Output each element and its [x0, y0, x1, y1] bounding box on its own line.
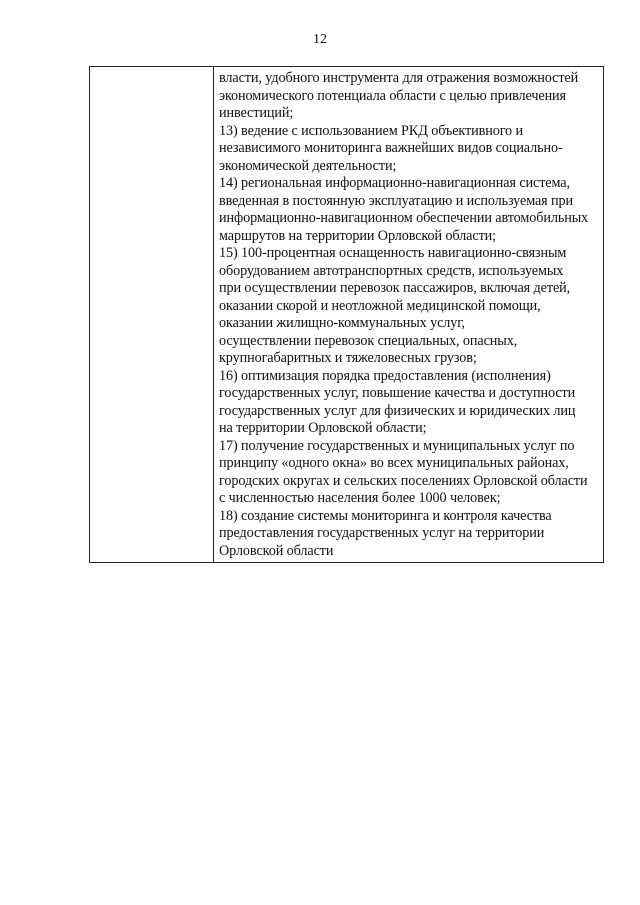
table-right-cell — [214, 67, 603, 562]
text-line: с численностью населения более 1000 человек; — [219, 490, 501, 506]
text-line: введенная в постоянную эксплуатацию и используемая при — [219, 192, 574, 209]
page-number: 12 — [313, 32, 327, 47]
text-line: городских округах и сельских поселениях Орловской области — [219, 472, 588, 489]
text-line: оказании скорой и неотложной медицинской помощи, — [219, 297, 541, 314]
text-line: оказании жилищно-коммунальных услуг, — [219, 315, 465, 331]
table-left-cell — [90, 67, 214, 562]
text-line: маршрутов на территории Орловской области; — [219, 227, 497, 244]
text-line: государственных услуг для физических и юридических лиц — [219, 402, 576, 419]
text-line: 15) 100-процентная оснащенность навигационно-связным — [219, 245, 567, 261]
text-line: осуществлении перевозок специальных, опасных, — [219, 332, 518, 349]
document-table — [89, 66, 604, 563]
text-line: экономической деятельности; — [219, 157, 397, 174]
text-line: 16) оптимизация порядка предоставления (исполнения) — [219, 367, 551, 384]
text-line: 14) региональная информационно-навигационная система, — [219, 175, 570, 191]
text-line: при осуществлении перевозок пассажиров, включая детей, — [219, 280, 571, 296]
text-line: оборудованием автотранспортных средств, используемых — [219, 262, 564, 279]
text-line: экономического потенциала области с целью привлечения — [219, 87, 566, 104]
text-line: 18) создание системы мониторинга и контроля качества — [219, 507, 552, 524]
text-line: 13) ведение с использованием РКД объективного и — [219, 122, 523, 139]
text-line: власти, удобного инструмента для отражения возможностей — [219, 70, 579, 86]
text-line: инвестиций; — [219, 105, 294, 121]
text-line: Орловской области — [219, 542, 334, 559]
text-line: информационно-навигационном обеспечении автомобильных — [219, 210, 589, 226]
text-line: государственных услуг, повышение качества и доступности — [219, 385, 576, 401]
text-line: принципу «одного окна» во всех муниципальных районах, — [219, 455, 569, 471]
text-line: 17) получение государственных и муниципальных услуг по — [219, 437, 575, 454]
text-line: предоставления государственных услуг на территории — [219, 525, 545, 541]
text-line: крупногабаритных и тяжеловесных грузов; — [219, 350, 477, 366]
text-line: на территории Орловской области; — [219, 420, 427, 436]
text-line: независимого мониторинга важнейших видов социально- — [219, 140, 563, 156]
